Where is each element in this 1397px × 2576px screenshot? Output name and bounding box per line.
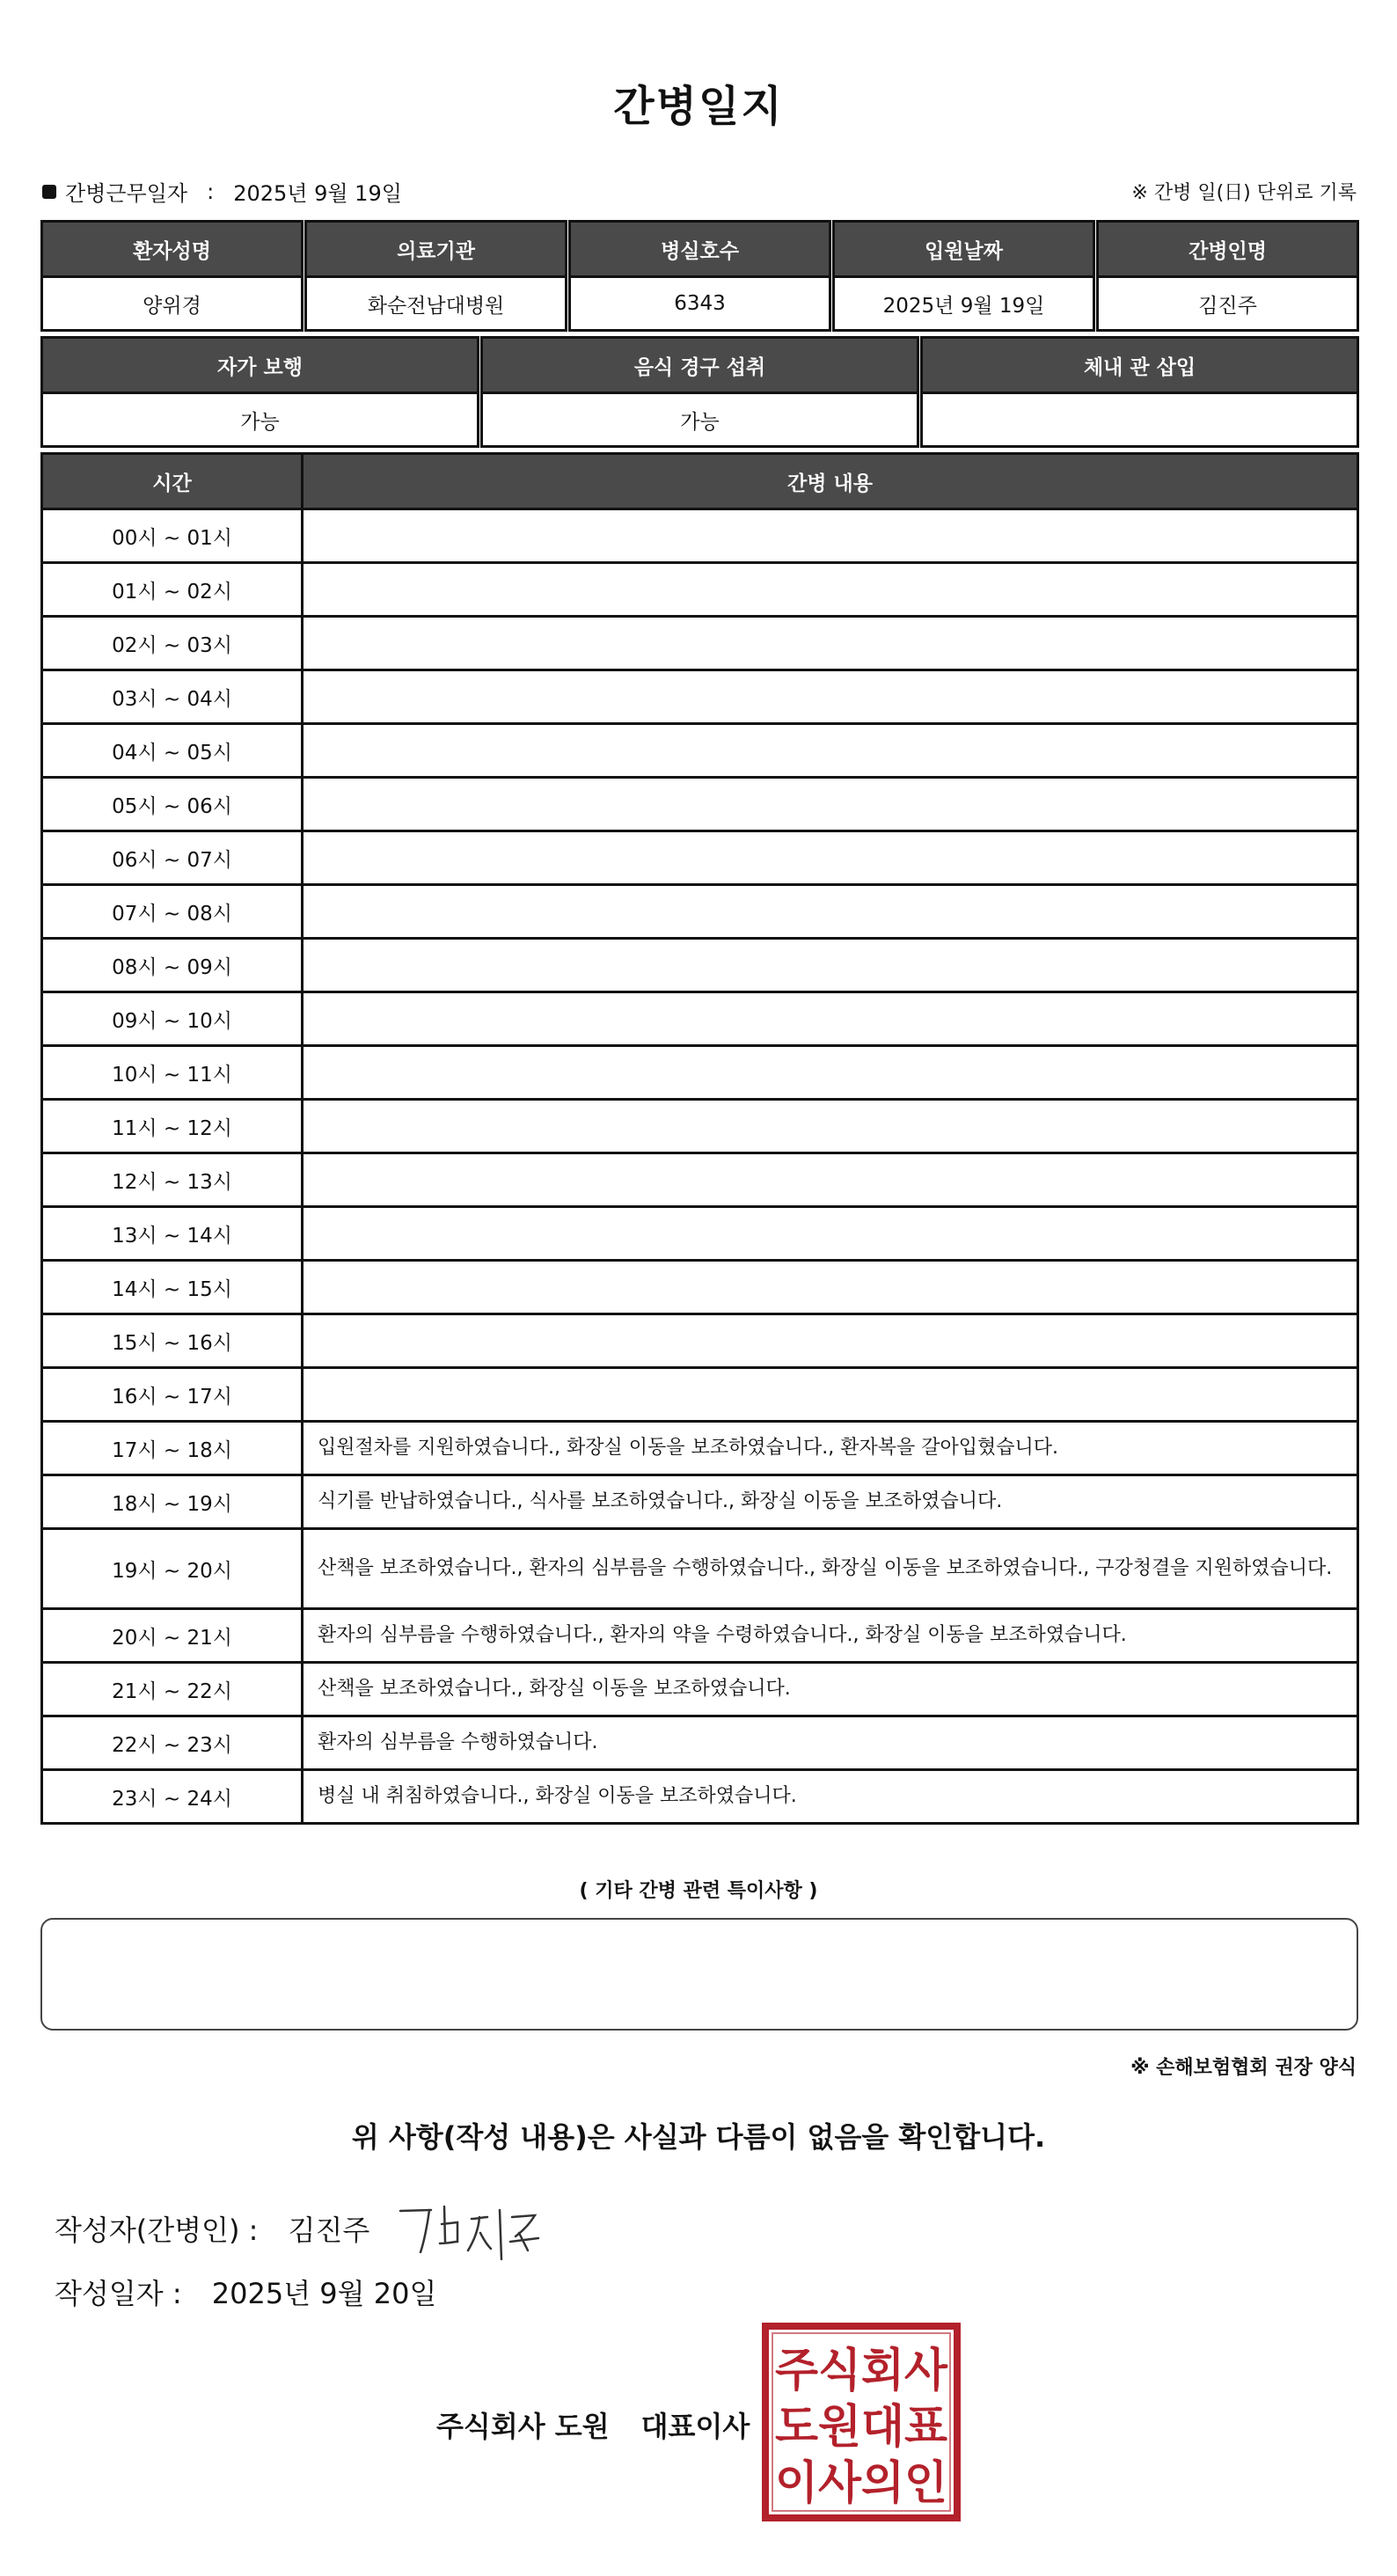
- work-date-row: [42, 176, 402, 207]
- patient-name: 양위경: [42, 277, 303, 331]
- log-row: [42, 1529, 1358, 1609]
- log-content: 환자의 심부름을 수행하였습니다.: [303, 1716, 1358, 1770]
- log-content: [303, 1100, 1358, 1153]
- log-row: [42, 1207, 1358, 1261]
- room-number: 6343: [570, 277, 830, 331]
- log-content: [303, 992, 1358, 1046]
- work-date-label: 간병근무일자: [65, 181, 188, 206]
- record-note: ※ 간병 일(日) 단위로 기록: [1131, 182, 1357, 204]
- log-content: [303, 1046, 1358, 1100]
- ceo-title: 대표이사: [640, 2410, 750, 2443]
- log-row: [42, 563, 1358, 617]
- seal-line-2: 도원대표: [775, 2401, 947, 2454]
- log-row: [42, 1046, 1358, 1100]
- log-content: [303, 724, 1358, 778]
- log-time: 21시 ~ 22시: [42, 1663, 303, 1716]
- log-time: 05시 ~ 06시: [42, 778, 303, 831]
- patient-info-table: [40, 220, 1359, 332]
- header-hospital: 의료기관: [306, 222, 567, 277]
- header-caregiver-name: 간병인명: [1098, 222, 1358, 277]
- log-time: 16시 ~ 17시: [42, 1368, 303, 1422]
- log-time: 07시 ~ 08시: [42, 885, 303, 939]
- bullet-square-icon: [42, 185, 56, 199]
- log-time: 04시 ~ 05시: [42, 724, 303, 778]
- log-row: [42, 617, 1358, 670]
- log-time: 15시 ~ 16시: [42, 1314, 303, 1368]
- work-date-separator: :: [207, 179, 215, 204]
- care-log-table: [40, 452, 1359, 1825]
- document-title: 간병일지: [613, 82, 784, 131]
- log-row: [42, 1153, 1358, 1207]
- log-content: [303, 831, 1358, 885]
- log-content: 산책을 보조하였습니다., 화장실 이동을 보조하였습니다.: [303, 1663, 1358, 1716]
- confirmation-statement: 위 사항(작성 내용)은 사실과 다름이 없음을 확인합니다.: [351, 2120, 1046, 2154]
- log-content: 병실 내 취침하였습니다., 화장실 이동을 보조하였습니다.: [303, 1770, 1358, 1824]
- header-oral-intake: 음식 경구 섭취: [482, 338, 918, 393]
- log-content: 환자의 심부름을 수행하였습니다., 환자의 약을 수령하였습니다., 화장실 이동을 보조하였습니다.: [303, 1609, 1358, 1663]
- hospital-name: 화순전남대병원: [306, 277, 567, 331]
- header-time: 시간: [42, 454, 303, 509]
- log-time: 03시 ~ 04시: [42, 670, 303, 724]
- log-row: [42, 831, 1358, 885]
- log-time: 00시 ~ 01시: [42, 509, 303, 563]
- log-content: [303, 563, 1358, 617]
- special-notes-box: [40, 1918, 1358, 2031]
- writer-name: 김진주: [288, 2214, 370, 2247]
- log-content: [303, 885, 1358, 939]
- log-row: [42, 1609, 1358, 1663]
- write-date-row: [55, 2272, 436, 2312]
- log-content: [303, 670, 1358, 724]
- log-time: 14시 ~ 15시: [42, 1261, 303, 1314]
- patient-status-table: [40, 336, 1359, 448]
- header-care-content: 간병 내용: [303, 454, 1358, 509]
- log-content: [303, 939, 1358, 992]
- header-tube-insertion: 체내 관 삽입: [922, 338, 1358, 393]
- association-note: ※ 손해보험협회 권장 양식: [1130, 2057, 1357, 2079]
- log-time: 17시 ~ 18시: [42, 1422, 303, 1475]
- log-row: [42, 992, 1358, 1046]
- log-time: 11시 ~ 12시: [42, 1100, 303, 1153]
- log-content: 입원절차를 지원하였습니다., 화장실 이동을 보조하였습니다., 환자복을 갈아입혔습니다.: [303, 1422, 1358, 1475]
- log-time: 08시 ~ 09시: [42, 939, 303, 992]
- log-time: 23시 ~ 24시: [42, 1770, 303, 1824]
- header-room-number: 병실호수: [570, 222, 830, 277]
- log-time: 10시 ~ 11시: [42, 1046, 303, 1100]
- log-row: [42, 1422, 1358, 1475]
- log-content: [303, 509, 1358, 563]
- log-row: [42, 670, 1358, 724]
- log-row: [42, 1100, 1358, 1153]
- header-admission-date: 입원날짜: [834, 222, 1094, 277]
- oral-intake-status: 가능: [482, 393, 918, 447]
- log-row: [42, 1261, 1358, 1314]
- log-time: 19시 ~ 20시: [42, 1529, 303, 1609]
- walking-status: 가능: [42, 393, 479, 447]
- seal-line-3: 이사의인: [775, 2457, 947, 2510]
- log-time: 18시 ~ 19시: [42, 1475, 303, 1529]
- log-time: 01시 ~ 02시: [42, 563, 303, 617]
- log-time: 13시 ~ 14시: [42, 1207, 303, 1261]
- writer-row: [55, 2208, 369, 2249]
- write-date-value: 2025년 9월 20일: [211, 2277, 437, 2310]
- company-name: 주식회사 도원: [436, 2410, 610, 2443]
- log-content: 식기를 반납하였습니다., 식사를 보조하였습니다., 화장실 이동을 보조하였습니다.: [303, 1475, 1358, 1529]
- log-row: [42, 778, 1358, 831]
- tube-insertion-status: [922, 393, 1358, 447]
- log-row: [42, 939, 1358, 992]
- log-time: 12시 ~ 13시: [42, 1153, 303, 1207]
- log-content: [303, 1261, 1358, 1314]
- company-signoff: [436, 2404, 750, 2445]
- log-row: [42, 1716, 1358, 1770]
- log-content: 산책을 보조하였습니다., 환자의 심부름을 수행하였습니다., 화장실 이동을 보조하였습니다., 구강청결을 지원하였습니다.: [303, 1529, 1358, 1609]
- log-row: [42, 885, 1358, 939]
- log-row: [42, 1314, 1358, 1368]
- log-content: [303, 1314, 1358, 1368]
- work-date-value: 2025년 9월 19일: [233, 181, 402, 206]
- log-time: 22시 ~ 23시: [42, 1716, 303, 1770]
- special-notes-caption: ( 기타 간병 관련 특이사항 ): [579, 1880, 818, 1902]
- log-row: [42, 1770, 1358, 1824]
- caregiver-name: 김진주: [1098, 277, 1358, 331]
- company-seal-stamp: [762, 2323, 961, 2521]
- log-content: [303, 1368, 1358, 1422]
- header-patient-name: 환자성명: [42, 222, 303, 277]
- writer-label: 작성자(간병인) :: [55, 2214, 259, 2247]
- log-row: [42, 1475, 1358, 1529]
- log-time: 20시 ~ 21시: [42, 1609, 303, 1663]
- write-date-label: 작성일자 :: [55, 2277, 182, 2310]
- log-row: [42, 1663, 1358, 1716]
- log-content: [303, 1153, 1358, 1207]
- log-time: 06시 ~ 07시: [42, 831, 303, 885]
- admission-date: 2025년 9월 19일: [834, 277, 1094, 331]
- seal-line-1: 주식회사: [775, 2345, 948, 2397]
- log-row: [42, 1368, 1358, 1422]
- log-time: 02시 ~ 03시: [42, 617, 303, 670]
- log-content: [303, 1207, 1358, 1261]
- log-row: [42, 509, 1358, 563]
- log-content: [303, 617, 1358, 670]
- handwritten-signature: [396, 2198, 545, 2268]
- log-time: 09시 ~ 10시: [42, 992, 303, 1046]
- log-row: [42, 724, 1358, 778]
- header-walking: 자가 보행: [42, 338, 479, 393]
- log-content: [303, 778, 1358, 831]
